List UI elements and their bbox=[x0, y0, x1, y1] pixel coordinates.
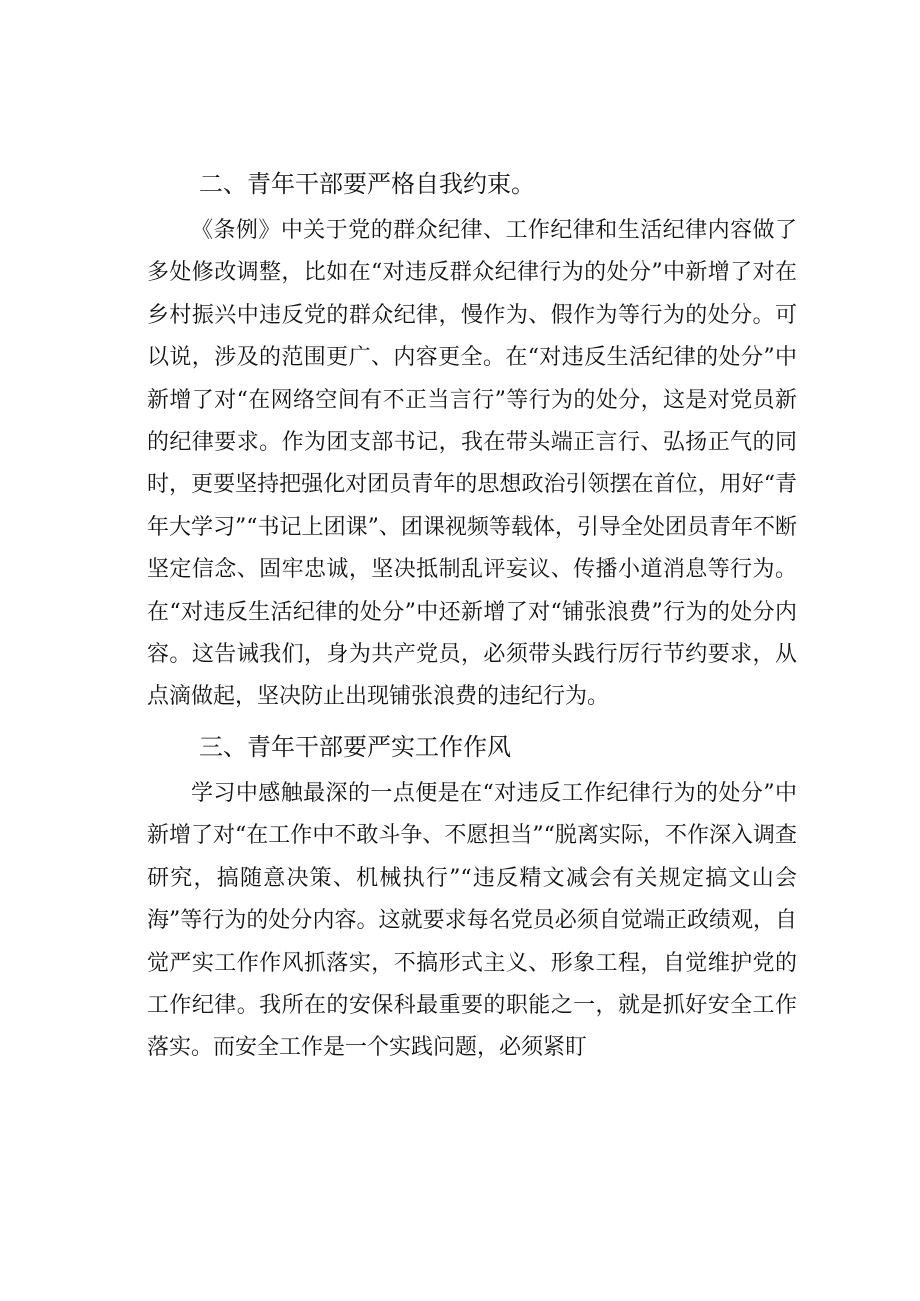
section-heading-3: 三、青年干部要严实工作作风 bbox=[199, 732, 511, 761]
section-heading-2: 二、青年干部要严格自我约束。 bbox=[199, 170, 535, 198]
section-paragraph-3: 学习中感触最深的一点便是在“对违反工作纪律行为的处分”中新增了对“在工作中不敢斗争、不愿担当”“脱离实际，不作深入调查研究，搞随意决策、机械执行”“违反精文减会有关规定搞文山会海”等行为的处分内容。这就要求每名党员必须自觉端正政绩观，自觉严实工作作风抓落实，不搞形式主义、形象工程，自觉维护党的工作纪律。我所在的安保科最重要的职能之一，就是抓好安全工作落实。而安全工作是一个实践问题，必须紧盯 bbox=[147, 780, 797, 1061]
section-paragraph-2: 《条例》中关于党的群众纪律、工作纪律和生活纪律内容做了多处修改调整，比如在“对违反群众纪律行为的处分”中新增了对在乡村振兴中违反党的群众纪律，慢作为、假作为等行为的处分。可以说，涉及的范围更广、内容更全。在“对违反生活纪律的处分”中新增了对“在网络空间有不正当言行”等行为的处分，这是对党员新的纪律要求。作为团支部书记，我在带头端正言行、弘扬正气的同时，更要坚持把强化对团员青年的思想政治引领摆在首位，用好“青年大学习”“书记上团课”、团课视频等载体，引导全处团员青年不断坚定信念、固牢忠诚，坚决抵制乱评妄议、传播小道消息等行为。在“对违反生活纪律的处分”中还新增了对“铺张浪费”行为的处分内容。这告诫我们，身为共产党员，必须带头践行厉行节约要求，从点滴做起，坚决防止出现铺张浪费的违纪行为。 bbox=[147, 218, 797, 710]
document-body bbox=[147, 158, 797, 1070]
